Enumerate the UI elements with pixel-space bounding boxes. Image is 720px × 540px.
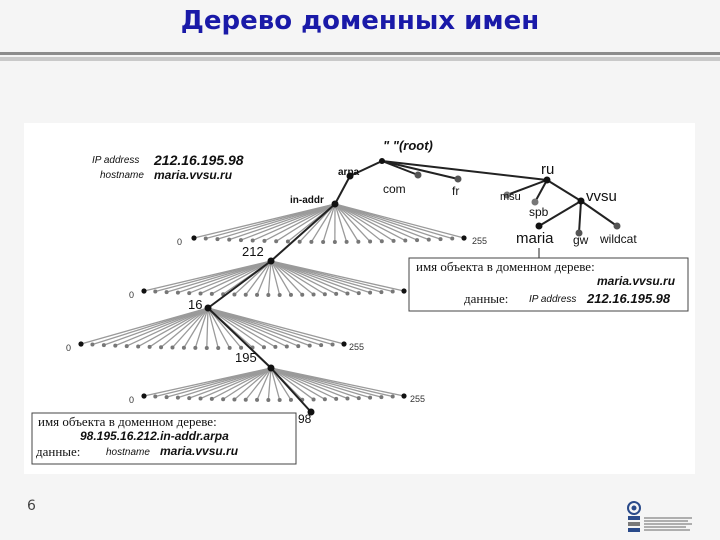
fan-node [312,398,316,402]
fan-line [115,308,208,346]
fan-node [309,240,313,244]
fan-node [285,345,289,349]
fan-node [357,396,361,400]
range-zero-label: 0 [129,395,135,405]
fan-node [90,343,94,347]
range-zero-label: 0 [129,290,135,300]
arpa-label: arpa [338,167,360,178]
label-212: 212 [242,244,264,259]
fan-node [153,395,157,399]
hostname-label: hostname [100,170,144,181]
fan-node [289,293,293,297]
fan-node [401,393,406,398]
root-label: " "(root) [383,138,433,153]
fan-node [334,397,338,401]
fan-line [161,308,208,347]
fan-node [379,290,383,294]
fan-node [368,396,372,400]
fan-line [178,368,271,398]
fan-lines [78,204,466,402]
fan-node [357,291,361,295]
fan-node [278,398,282,402]
fan-node [228,346,232,350]
wildcat-label: wildcat [600,232,637,246]
fan-node [356,240,360,244]
fan-node [187,396,191,400]
fan-line [241,204,335,240]
fan-node [368,291,372,295]
fan-node [191,235,196,240]
page-number: 6 [27,498,36,514]
range-max-label: 255 [349,342,365,352]
fan-node [401,288,406,293]
fan-line [92,308,208,345]
fan-node [255,293,259,297]
fan-node [221,397,225,401]
fan-node [379,395,383,399]
label-195: 195 [235,350,257,365]
fan-node [215,237,219,241]
fan-node [204,237,208,241]
maria-label: maria [516,230,554,247]
title-divider [0,52,720,55]
fan-node [450,237,454,241]
fan-node [308,344,312,348]
fr-label: fr [452,184,460,198]
node-212 [268,258,275,265]
fan-node [125,344,129,348]
fan-node [205,346,209,350]
reverse-box-hostname-label: hostname [106,447,150,458]
fan-node [345,397,349,401]
ru-label: ru [541,161,555,178]
fan-node [391,290,395,294]
com-node [415,172,422,179]
fan-node [232,398,236,402]
forward-box-name: maria.vvsu.ru [597,274,676,288]
university-logo-icon [624,500,694,536]
fan-node [439,237,443,241]
fan-node [199,397,203,401]
dns-tree-diagram [24,123,695,474]
fan-node [244,293,248,297]
fan-node [176,291,180,295]
forward-record-box [409,248,688,311]
fan-line [207,308,208,348]
forward-box-ip-value: 212.16.195.98 [587,291,671,306]
gw-label: gw [573,233,589,247]
range-zero-label: 0 [177,237,183,247]
node-195 [268,365,275,372]
fan-node [298,240,302,244]
fan-node [333,240,337,244]
fan-node [165,395,169,399]
fan-node [255,398,259,402]
fan-node [391,395,395,399]
fan-node [262,239,266,243]
hostname-value: maria.vvsu.ru [154,168,233,182]
fan-node [141,288,146,293]
fan-node [331,343,335,347]
fan-node [323,292,327,296]
fan-node [244,398,248,402]
fan-node [113,344,117,348]
fan-node [216,346,220,350]
range-max-label: 255 [410,394,426,404]
slide-title: Дерево доменных имен [180,6,540,36]
fan-node [148,345,152,349]
fan-node [170,346,174,350]
reverse-record-box [32,413,296,464]
top-left-record [92,152,244,182]
label-16: 16 [188,297,203,312]
fan-node [262,345,266,349]
fan-node [273,345,277,349]
reverse-box-data-label: данные: [36,444,81,459]
maria-node [536,223,543,230]
fan-node [193,346,197,350]
fan-node [210,397,214,401]
fan-node [427,238,431,242]
vvsu-node [578,198,585,205]
forward-box-ip-label: IP address [529,294,577,305]
fan-node [323,397,327,401]
fan-line [178,261,271,293]
node-16 [205,305,212,312]
ip-value: 212.16.195.98 [154,152,244,168]
fan-node [227,238,231,242]
fan-line [104,308,208,345]
com-label: com [383,182,406,196]
fan-node [78,341,83,346]
fan-node [159,345,163,349]
fan-node [251,239,255,243]
dns-tree-figure [24,123,695,474]
fan-node [266,398,270,402]
fan-node [239,238,243,242]
fan-node [199,292,203,296]
fan-node [368,240,372,244]
wildcat-node [614,223,621,230]
reverse-box-name: 98.195.16.212.in-addr.arpa [80,429,229,443]
forward-box-caption: имя объекта в доменном дереве: [416,259,595,274]
fan-node [286,240,290,244]
fan-node [274,239,278,243]
fan-node [345,240,349,244]
fan-node [334,292,338,296]
fan-node [321,240,325,244]
reverse-box-hostname-value: maria.vvsu.ru [160,444,239,458]
fan-node [210,292,214,296]
fan-node [403,239,407,243]
fan-node [380,239,384,243]
fan-node [187,291,191,295]
label-98: 98 [298,412,312,426]
fan-node [461,235,466,240]
fan-node [165,290,169,294]
fan-node [141,393,146,398]
fan-node [312,293,316,297]
range-max-label: 255 [472,236,488,246]
fan-node [392,239,396,243]
forward-box-data-label: данные: [464,291,509,306]
vvsu-label: vvsu [586,188,617,205]
spb-label: spb [529,205,549,219]
fan-node [319,343,323,347]
fan-node [415,238,419,242]
fan-node [341,341,346,346]
fan-node [182,346,186,350]
fan-node [296,344,300,348]
in-addr-label: in-addr [290,195,324,206]
root-node [379,158,385,164]
fan-node [176,396,180,400]
msu-label: msu [500,191,521,203]
in-addr-node [332,201,339,208]
fan-node [102,343,106,347]
fan-node [232,293,236,297]
fan-node [289,398,293,402]
fan-node [278,293,282,297]
fan-node [136,345,140,349]
fan-node [153,290,157,294]
fr-node [455,176,462,183]
reverse-box-caption: имя объекта в доменном дереве: [38,414,217,429]
title-divider-shadow [0,57,720,61]
fan-node [300,293,304,297]
range-zero-label: 0 [66,343,72,353]
fan-node [345,292,349,296]
fan-node [266,293,270,297]
ip-label: IP address [92,155,140,166]
